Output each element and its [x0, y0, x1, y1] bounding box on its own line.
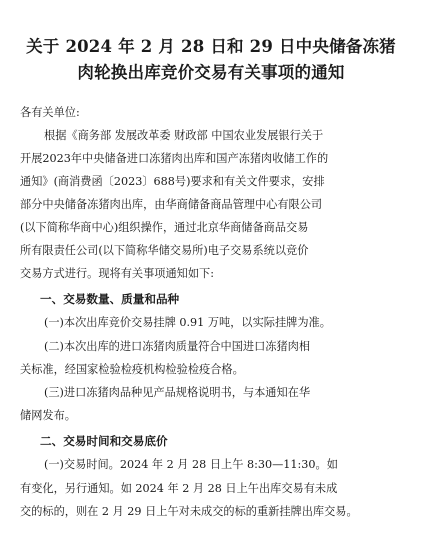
- body-line-4: 部分中央储备冻猪肉出库，由华商储备商品管理中心有限公司: [20, 198, 323, 211]
- body-line-2: 开展2023年中央储备进口冻猪肉出库和国产冻猪肉收储工作的: [20, 152, 329, 165]
- salutation: 各有关单位:: [20, 106, 80, 119]
- section-2-item-1-cont-2: 交的标的，则在 2 月 29 日上午对未成交的标的重新挂牌出库交易。: [20, 505, 358, 518]
- document-title-line-1: 关于 2024 年 2 月 28 日和 29 日中央储备冻猪: [26, 37, 396, 56]
- section-1-item-1: (一)本次出库竞价交易挂牌 0.91 万吨，以实际挂牌为准。: [44, 316, 331, 329]
- section-1-item-2: (二)本次出库的进口冻猪肉质量符合中国进口冻猪肉相: [44, 340, 311, 353]
- section-1-item-3: (三)进口冻猪肉品种见产品规格说明书，与本通知在华: [44, 386, 311, 399]
- body-line-1: 根据《商务部 发展改革委 财政部 中国农业发展银行关于: [44, 129, 324, 142]
- section-2-heading: 二、交易时间和交易底价: [40, 434, 168, 448]
- body-line-6: 所有限责任公司(以下简称华储交易所)电子交易系统以竞价: [20, 244, 309, 257]
- section-1-heading: 一、交易数量、质量和品种: [40, 292, 180, 306]
- body-line-5: (以下简称华商中心)组织操作，通过北京华商储备商品交易: [20, 221, 309, 234]
- body-line-7: 交易方式进行。现将有关事项通知如下:: [20, 267, 214, 280]
- section-1-item-2-cont: 关标准，经国家检验检疫机构检验检疫合格。: [20, 363, 244, 376]
- section-1-item-3-cont: 储网发布。: [20, 409, 76, 422]
- section-2-item-1: (一)交易时间。2024 年 2 月 28 日上午 8:30—11:30。如: [44, 458, 338, 471]
- body-line-3: 通知》(商消费函〔2023〕688号)要求和有关文件要求，安排: [20, 175, 325, 188]
- document-title-line-2: 肉轮换出库竞价交易有关事项的通知: [77, 63, 345, 82]
- section-2-item-1-cont-1: 有变化，另行通知。如 2024 年 2 月 28 日上午出库交易有未成: [20, 482, 338, 495]
